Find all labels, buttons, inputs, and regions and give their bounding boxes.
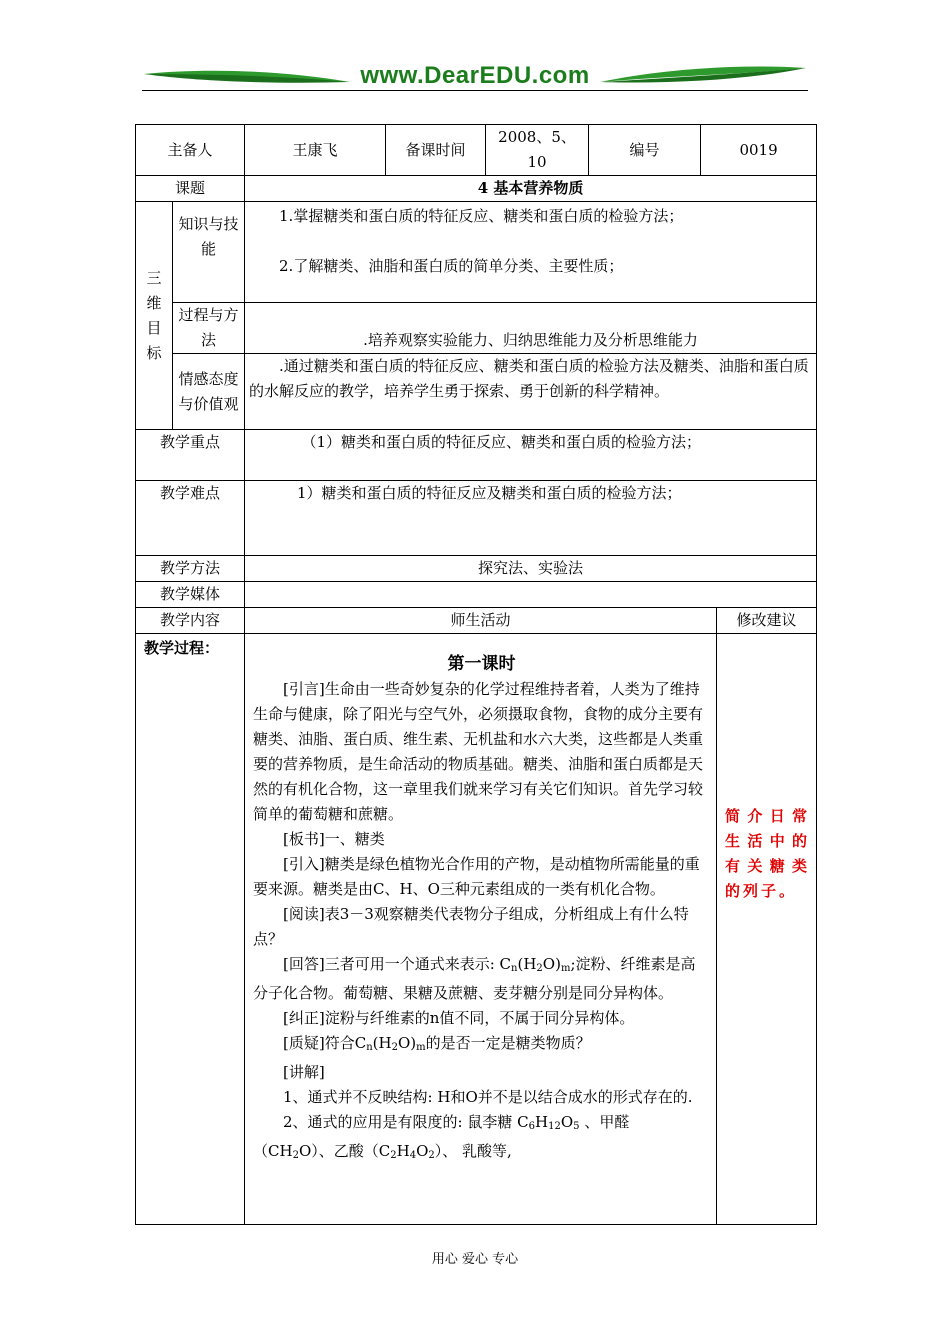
page-footer: 用心 爱心 专心: [431, 1252, 519, 1267]
lesson-plan-table: [135, 124, 817, 1225]
emotion-content: .通过糖类和蛋白质的特征反应、糖类和蛋白质的检验方法及糖类、油脂和蛋白质的水解反应的教学，培养学生勇于探索、勇于创新的科学精神。: [245, 354, 817, 430]
paragraph-answer: [回答]三者可用一个通式来表示: $C_n(H_2O)_m$;淀粉、纤维素是高分子化合物。葡萄糖、果糖及蔗糖、麦芽糖分别是同分异构体。: [253, 955, 696, 1002]
knowledge-item-2: 2.了解糖类、油脂和蛋白质的简单分类、主要性质；: [279, 257, 624, 275]
key-point-content: （1）糖类和蛋白质的特征反应、糖类和蛋白质的检验方法；: [245, 430, 817, 481]
process-label-text: 过程与方法: [178, 306, 239, 349]
process-label: [173, 303, 245, 354]
point2-text-c: O）、乙酸（C: [298, 1142, 391, 1160]
activity-column-header: 师生活动: [245, 608, 717, 634]
number-label: 编号: [589, 125, 701, 176]
header-rule: [142, 90, 808, 91]
paragraph-correction: [纠正]淀粉与纤维素的n值不同，不属于同分异构体。: [283, 1009, 635, 1027]
answer-text-a: [回答]三者可用一个通式来表示: C: [283, 955, 512, 973]
process-body: [245, 634, 717, 1225]
point2-text-b: 、甲醛（CH: [253, 1113, 630, 1160]
method-label: 教学方法: [136, 556, 245, 582]
number-value: 0019: [701, 125, 817, 176]
logo-text: www.DearEDU.com: [360, 62, 590, 89]
topic-value: 4 基本营养物质: [245, 176, 817, 202]
difficulty-label: 教学难点: [136, 481, 245, 556]
paragraph-point-1: 1、通式并不反映结构: H和O并不是以结合成水的形式存在的.: [283, 1088, 693, 1106]
paragraph-intro: [引言]生命由一些奇妙复杂的化学过程维持者着，人类为了维持生命与健康，除了阳光与空气外，必须摄取食物，食物的成分主要有糖类、油脂、蛋白质、维生素、无机盐和水六大类，这些都是人类重要的营养物质，是生命活动的物质基础。糖类、油脂和蛋白质都是天然的有机化合物，这一章里我们就来学习有关它们知识。首先学习较简单的葡萄糖和蔗糖。: [253, 680, 704, 823]
author-label: 主备人: [136, 125, 245, 176]
time-label: 备课时间: [386, 125, 486, 176]
answer-text-b: ;淀粉、纤维素是高分子化合物。葡萄糖、果糖及蔗糖、麦芽糖分别是同分异构体。: [253, 955, 696, 1002]
point2-text-d: ）、 乳酸等,: [434, 1142, 512, 1160]
paragraph-explain: [讲解]: [283, 1063, 325, 1081]
media-content: [245, 582, 817, 608]
time-value: 2008、5、10: [486, 125, 589, 176]
media-label: 教学媒体: [136, 582, 245, 608]
question-text-a: [质疑]符合C: [283, 1034, 367, 1052]
three-dimension-goals-label: [136, 202, 173, 430]
author-value: 王康飞: [245, 125, 386, 176]
point2-text-a: 2、通式的应用是有限度的: 鼠李糖 C: [283, 1113, 529, 1131]
paragraph-reading: [阅读]表3－3观察糖类代表物分子组成，分析组成上有什么特点？: [253, 905, 689, 948]
suggest-column-header: 修改建议: [717, 608, 817, 634]
knowledge-content: [245, 202, 817, 303]
site-logo: [142, 60, 808, 94]
paragraph-question: [质疑]符合$C_n(H_2O)_m$的是否一定是糖类物质？: [283, 1034, 591, 1053]
lesson-title: 第一课时: [447, 654, 516, 674]
right-swoosh-icon: [598, 60, 808, 90]
question-text-b: 的是否一定是糖类物质？: [425, 1034, 591, 1052]
emotion-label-text: 情感态度与价值观: [178, 369, 239, 413]
knowledge-label-text: 知识与技能: [178, 215, 239, 258]
difficulty-content: 1）糖类和蛋白质的特征反应及糖类和蛋白质的检验方法；: [245, 481, 817, 556]
emotion-label: [173, 354, 245, 430]
topic-label: 课题: [136, 176, 245, 202]
knowledge-item-1: 1.掌握糖类和蛋白质的特征反应、糖类和蛋白质的检验方法；: [279, 207, 684, 225]
paragraph-lead-in: [引入]糖类是绿色植物光合作用的产物，是动植物所需能量的重要来源。糖类是由C、H、O三种元素组成的一类有机化合物。: [253, 855, 700, 898]
paragraph-board: [板书]一、糖类: [283, 830, 385, 848]
knowledge-label: [173, 202, 245, 303]
method-content: 探究法、实验法: [245, 556, 817, 582]
suggestion-cell: [717, 634, 817, 1225]
paragraph-point-2: 2、通式的应用是有限度的: 鼠李糖 $C_6H_{12}O_5$ 、甲醛$(CH_2O)$、乙酸$(C_2H_4O_2)$、 乳酸等,: [253, 1113, 630, 1161]
suggestion-text: 简介日常生活中的有关糖类的列子。: [725, 807, 811, 900]
key-point-label: 教学重点: [136, 430, 245, 481]
content-column-header: 教学内容: [136, 608, 245, 634]
goals-group-label: 三维目标: [146, 268, 162, 362]
process-content: .培养观察实验能力、归纳思维能力及分析思维能力: [245, 303, 817, 354]
process-section-label: 教学过程：: [136, 634, 245, 1225]
